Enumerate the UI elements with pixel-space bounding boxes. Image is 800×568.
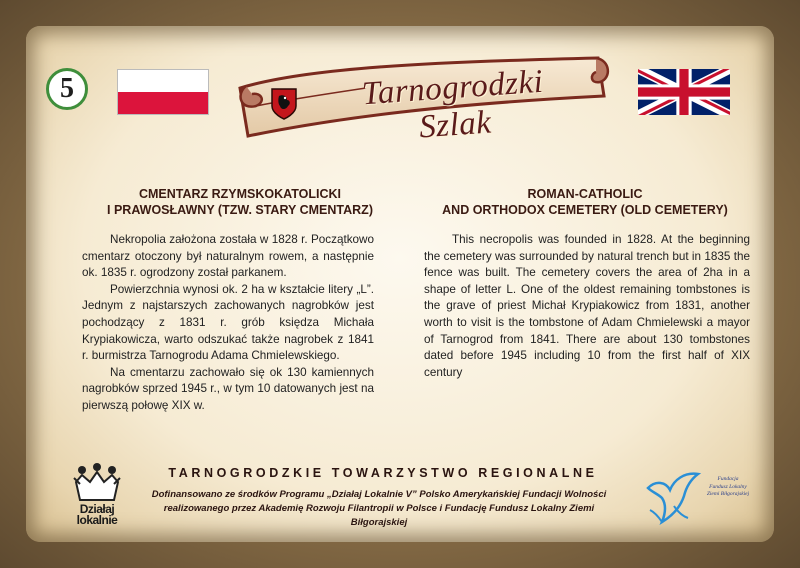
left-title-line-1: CMENTARZ RZYMSKOKATOLICKI: [138, 187, 342, 201]
funding-note: [140, 488, 618, 530]
right-title-line-2: AND ORTHODOX CEMETERY (OLD CEMETERY): [442, 203, 728, 217]
left-column-body: [82, 232, 374, 415]
right-column-title: [420, 186, 750, 218]
banner-title: Tarnogrodzki Szlak: [360, 63, 545, 146]
left-paragraph-3: Na cmentarzu zachowało się ok 130 kamiennych nagrobków sprzed 1945 r., w tym 10 datowanych jest na pierwszą połowę XIX w.: [82, 365, 374, 412]
funding-line-1: Dofinansowano ze środków Programu „Działaj Lokalnie V” Polsko Amerykańskiej Fundacji Wolności: [151, 489, 607, 500]
polish-flag-icon: [117, 69, 209, 115]
dzialaj-lokalnie-logo: [70, 462, 124, 534]
funding-line-2: realizowanego przez Akademię Rozwoju Filantropii w Polsce i Fundację Fundusz Lokalny Ziemi Biłgorajskiej: [163, 503, 595, 528]
logo-left-line-1: Działaj: [79, 502, 115, 516]
bird-fund-logo: [644, 466, 754, 530]
right-paragraph-1: This necropolis was founded in 1828. At the beginning the cemetery was surrounded by natural trench but in 1835 the fence was built. The cemetery covers the area of 2ha in a shape of letter L. One of the oldest remaining tombstones is the grave of priest Michał Krypiakowicz from 1831, another worth to visit is the tombstone of Adam Chmielewski a mayor of Tarnogrod from 1841. There are about 130 tombstones dated before 1945 including 10 from the first half of XIX century: [424, 233, 750, 379]
tarnogrod-crest-icon: [271, 88, 297, 120]
left-paragraph-2: Powierzchnia wynosi ok. 2 ha w kształcie litery „L”. Jednym z najstarszych zachowanych nagrobków jest pochodzący z 1831 r. grób księdza Michała Krypiakowicza, warto odszukać także nagrobek z 1841 r. burmistrza Tarnogrodu Adama Chmielewskiego.: [82, 282, 374, 363]
logo-right-line-3: Ziemi Biłgorajskiej: [706, 491, 750, 497]
logo-left-line-2: lokalnie: [76, 513, 118, 527]
left-title-line-2: I PRAWOSŁAWNY (TZW. STARY CMENTARZ): [107, 203, 373, 217]
bird-icon: [644, 466, 702, 528]
uk-flag-icon: [638, 69, 730, 115]
right-title-line-1: ROMAN-CATHOLIC: [527, 187, 643, 201]
logo-right-line-2: Fundusz Lokalny: [709, 483, 747, 490]
figures-icon: [70, 462, 124, 504]
left-paragraph-1: Nekropolia założona została w 1828 r. Początkowo cmentarz otoczony był naturalnym rowem, a następnie ok. 1835 r. ogrodzony został parkanem.: [82, 233, 374, 280]
logo-right-line-1: Fundacja: [717, 476, 739, 482]
organization-name: TARNOGRODZKIE TOWARZYSTWO REGIONALNE: [168, 466, 598, 480]
site-number-badge: 5: [46, 68, 88, 110]
left-column-title: [96, 186, 384, 218]
right-column-body: [424, 232, 750, 381]
